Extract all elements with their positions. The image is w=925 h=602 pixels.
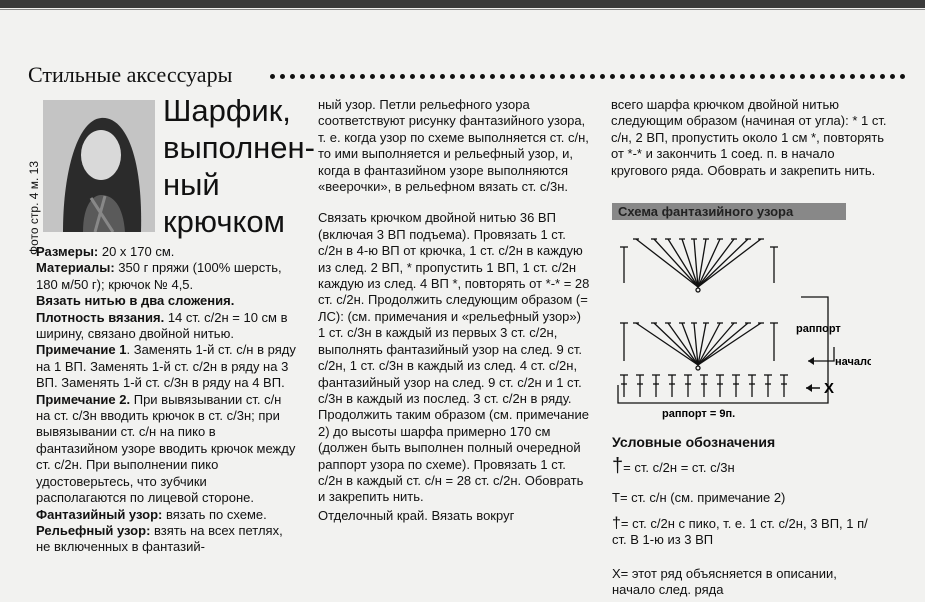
- top-rule: [0, 9, 925, 10]
- bottom-rapport-label: раппорт = 9п.: [662, 408, 736, 420]
- paragraph-sizes: Размеры: 20 х 170 см.: [36, 244, 175, 259]
- legend-item-x: Х= этот ряд объясняется в описании, начало след. ряда: [612, 566, 837, 597]
- photo-credit: Фото стр. 4 м. 13: [27, 160, 41, 255]
- crochet-chart: [606, 225, 871, 425]
- paragraph-relief-cont: ный узор. Петли рельефного узора соответствуют рисунку фантазийного узора, т. е. когда узор по схеме выполняется ст. с/н, то ими выполняется и рельефный узор, и, когда в фантазийном узоре выполняются «веерочки», в рельефном вязать ст. с/3н.: [318, 97, 589, 195]
- column-2: [318, 97, 591, 524]
- legend-item-dc: †= ст. с/2н = ст. с/3н: [612, 455, 735, 477]
- paragraph-yarn: Вязать нитью в два сложения.: [36, 293, 235, 309]
- legend-title: Условные обозначения: [612, 434, 776, 450]
- paragraph-note-2: Примечание 2. При вывязывании ст. с/н на ст. с/3н вводить крючок в ст. с/3н; при вывязывании ст. с/н на пико в фантазийном узоре вводить крючок между ст. с/2н. При выполнении пико удостоверьтесь, что зубчики располагаются по лицевой стороне.: [36, 391, 296, 506]
- x-label: X: [824, 380, 835, 397]
- paragraph-gauge: Плотность вязания. 14 ст. с/2н = 10 см в ширину, связано двойной нитью.: [36, 309, 288, 342]
- dotted-rule: [270, 66, 915, 80]
- paragraph-edging: Отделочный край. Вязать вокруг: [318, 507, 515, 523]
- paragraph-fancy-pattern: Фантазийный узор: вязать по схеме.: [36, 506, 267, 522]
- paragraph-edging-cont: всего шарфа крючком двойной нитью следующим образом (начиная от угла): * 1 ст. с/н, 2 ВП, пропустить около 1 см *, повторять от *-* и закончить 1 соед. п. в начало кругового ряда. Обоврать и закрепить нить.: [611, 97, 887, 178]
- schema-title: Схема фантазийного узора: [612, 203, 846, 220]
- legend-item-picot: †= ст. с/2н с пико, т. е. 1 ст. с/2н, 3 ВП, 1 п/ст. В 1-ю из 3 ВП: [612, 515, 868, 547]
- paragraph-materials: Материалы: 350 г пряжи (100% шерсть, 180 м/50 г); крючок № 4,5.: [36, 260, 282, 292]
- section-title: Стильные аксессуары: [28, 62, 233, 87]
- column-3: [611, 97, 887, 179]
- arrow-head-icon: [808, 357, 814, 365]
- model-photo: [43, 100, 155, 232]
- paragraph-relief-pattern: Рельефный узор: взять на всех петлях, не включенных в фантазий-: [36, 522, 283, 555]
- paragraph-note-1: Примечание 1. Заменять 1-й ст. с/н в ряду на 1 ВП. Заменять 1-й ст. с/2н в ряду на 3 ВП. Заменять 1-й ст. с/3н в ряду на 4 ВП.: [36, 342, 296, 391]
- top-bar: [0, 0, 925, 8]
- legend-item-sc: Т= ст. с/н (см. примечание 2): [612, 490, 786, 505]
- article-title: Шарфик, выполнен- ный крючком: [163, 93, 315, 239]
- x-arrow-head-icon: [806, 384, 812, 392]
- rapport-bracket: [618, 297, 828, 403]
- start-label: начало: [835, 356, 871, 368]
- paragraph-instructions: Связать крючком двойной нитью 36 ВП (включая 3 ВП подъема). Провязать 1 ст. с/2н в 4-ю ВП от крючка, 1 ст. с/2н в каждую из след. 2 ВП, * пропустить 1 ВП, 1 ст. с/2н каждую из след. 4 ВП *, повторять от *-* = 28 ст. с/2н. Продолжить следующим образом (= ЛС): (см. примечания и «рельефный узор») 1 ст. с/3н в каждый из первых 3 ст. с/2н, выполнять фантазийный узор на след. 9 ст. с/2н, 1 ст. с/3н в каждый из след. 4 ст. с/2н, фантазийный узор на след. 9 ст. с/2н и 1 ст. с/3н в каждый из послед. 3 ст. с/2н в ряду. Продолжить таким образом (см. примечание 2) до высоты шарфа примерно 170 см (должен быть выполнен полный очередной раппорт узора по схеме). Провязать 1 ст. с/2н в каждый ст. с/н = 28 ст. с/2н. Обоврать и закрепить нить.: [318, 210, 590, 505]
- column-1: [36, 244, 298, 556]
- rapport-label: раппорт: [796, 323, 841, 335]
